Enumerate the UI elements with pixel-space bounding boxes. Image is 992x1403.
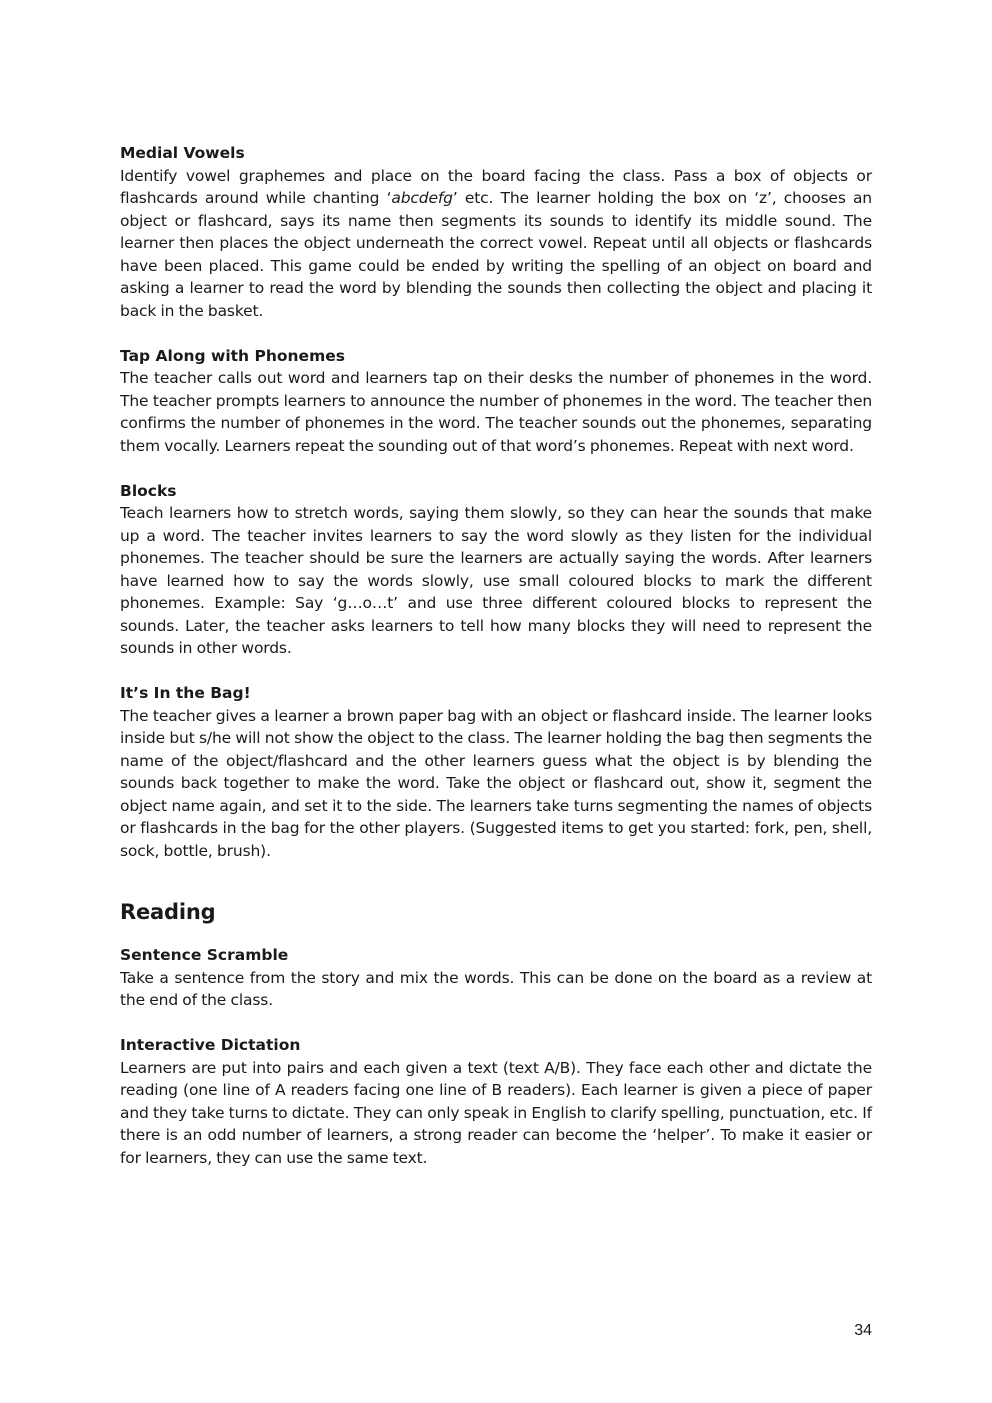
section-blocks	[120, 480, 872, 660]
section-body: The teacher gives a learner a brown paper bag with an object or flashcard inside. The learner looks inside but s/he will not show the object to the class. The learner holding the bag then segments the name of the object/flashcard and the other learners guess what the object is by blending the sounds back together to make the word. Take the object or flashcard out, show it, segment the object name again, and set it to the side. The learners take turns segmenting the names of objects or flashcards in the bag for the other players. (Suggested items to get you started: fork, pen, shell, sock, bottle, brush).	[120, 706, 872, 860]
section-body: Take a sentence from the story and mix the words. This can be done on the board as a review at the end of the class.	[120, 968, 872, 1009]
section-body: The teacher calls out word and learners tap on their desks the number of phonemes in the word. The teacher prompts learners to announce the number of phonemes in the word. The teacher then confirms the number of phonemes in the word. The teacher sounds out the phonemes, separating them vocally. Learners repeat the sounding out of that word’s phonemes. Repeat with next word.	[120, 369, 872, 455]
section-medial-vowels	[120, 142, 872, 322]
reading-heading: Reading	[120, 900, 216, 924]
section-title: Medial Vowels	[120, 144, 245, 162]
section-body: Teach learners how to stretch words, saying them slowly, so they can hear the sounds that make up a word. The teacher invites learners to say the word slowly as they listen for the individual phonemes. The teacher should be sure the learners are actually saying the words. After learners have learned how to say the words slowly, use small coloured blocks to mark the different phonemes. Example: Say ‘g…o…t’ and use three different coloured blocks to represent the sounds. Later, the teacher asks learners to tell how many blocks they will need to represent the sounds in other words.	[120, 504, 872, 657]
body-text: Identify vowel graphemes and place on the board facing the class. Pass a box of objects or flashcards around while chanting ‘	[120, 166, 872, 207]
body-text: ’ etc. The learner holding the box on ‘z’, chooses an object or flashcard, says its name then segments its sounds to identify its middle sound. The learner then places the object underneath the correct vowel. Repeat until all objects or flashcards have been placed. This game could be ended by writing the spelling of an object on board and asking a learner to read the word by blending the sounds then collecting the object and placing it back in the basket.	[120, 189, 872, 320]
section-title: Interactive Dictation	[120, 1036, 301, 1054]
section-body	[120, 165, 872, 323]
section-title: Sentence Scramble	[120, 946, 289, 964]
section-title: It’s In the Bag!	[120, 684, 251, 702]
body-italic-text: abcdefg	[391, 189, 453, 207]
page-number: 34	[854, 1322, 872, 1339]
section-body: Learners are put into pairs and each given a text (text A/B). They face each other and dictate the reading (one line of A readers facing one line of B readers). Each learner is given a piece of paper and they take turns to dictate. They can only speak in English to clarify spelling, punctuation, etc. If there is an odd number of learners, a strong reader can become the ‘helper’. To make it easier or for learners, they can use the same text.	[120, 1058, 872, 1167]
section-title: Blocks	[120, 481, 177, 500]
section-in-the-bag	[120, 682, 872, 862]
section-tap-along	[120, 345, 872, 458]
section-title: Tap Along with Phonemes	[120, 346, 345, 365]
page-content	[120, 142, 872, 1169]
section-sentence-scramble	[120, 944, 872, 1012]
section-interactive-dictation	[120, 1034, 872, 1169]
